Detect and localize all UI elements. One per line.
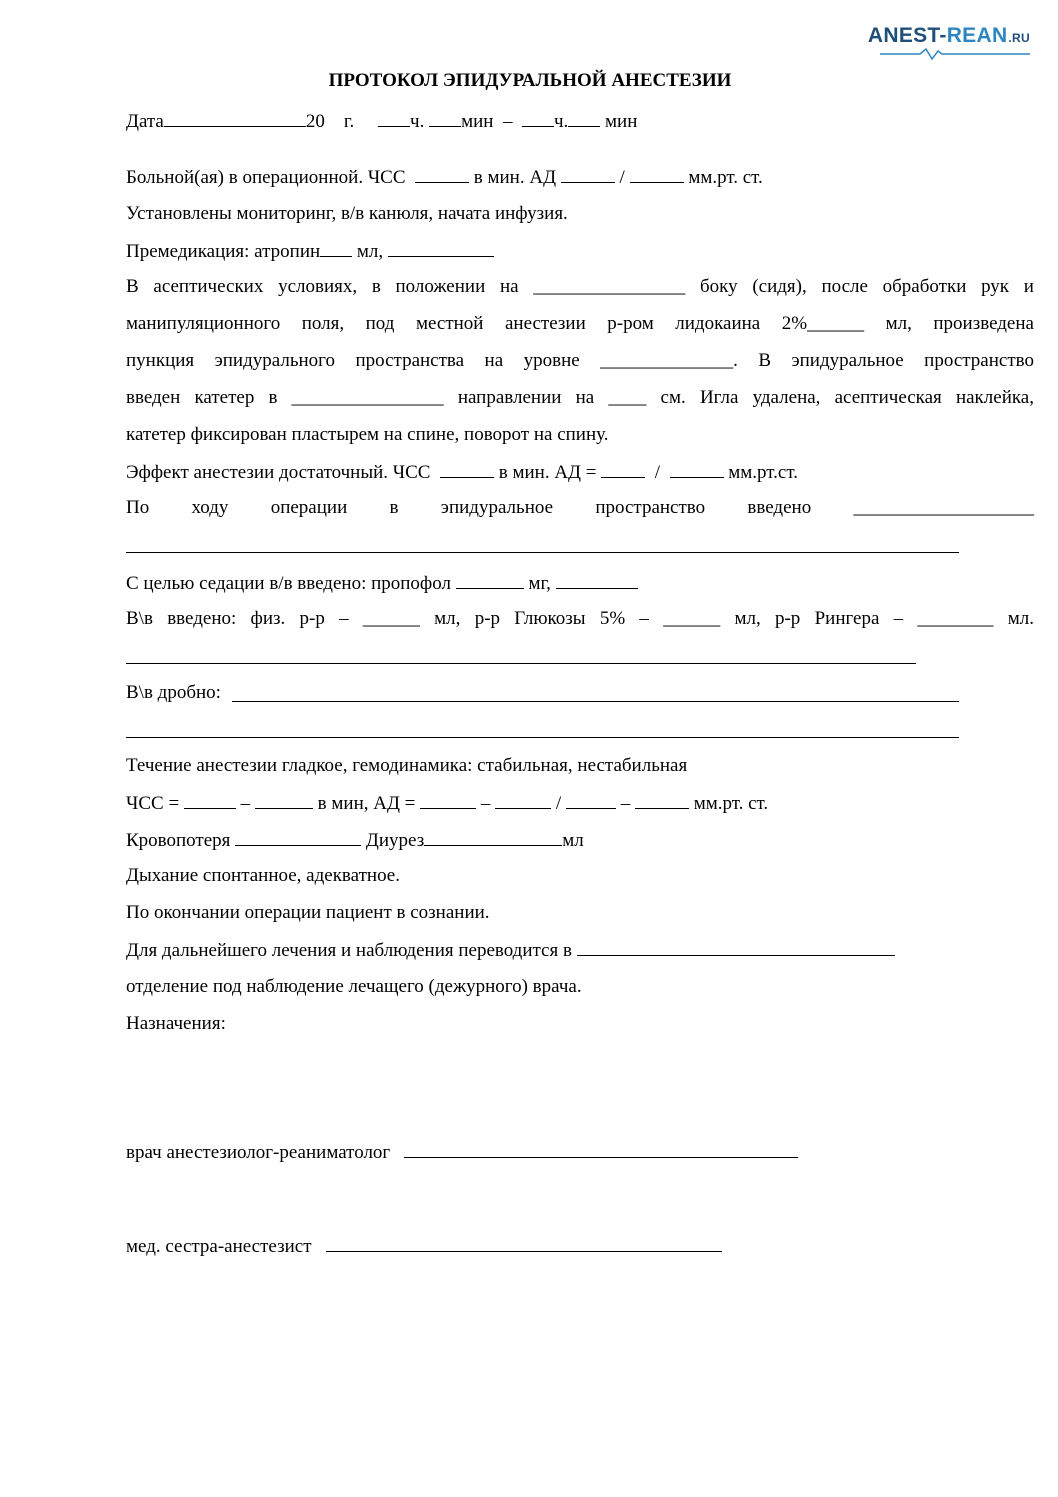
monitoring-line: Установлены мониторинг, в/в канюля, начата инфузия.: [126, 203, 568, 224]
para-line-2: [126, 313, 1034, 335]
word: р-ром: [607, 313, 654, 334]
logo-text-3: .RU: [1008, 31, 1030, 45]
patient-line: [126, 166, 763, 189]
word: в: [371, 276, 381, 297]
premed-extra-field[interactable]: [388, 240, 494, 257]
premed-line: [126, 240, 494, 263]
sedation-unit: мг,: [528, 573, 551, 594]
word: асептическая: [834, 387, 942, 408]
iv-extra-field[interactable]: [126, 663, 916, 664]
atropine-field[interactable]: [320, 240, 352, 257]
doctor-signature-line: [126, 1141, 798, 1164]
word: –: [339, 608, 349, 629]
diuresis-label: Диурез: [365, 830, 425, 851]
word: эпидурального: [214, 350, 336, 371]
word: пространство: [924, 350, 1034, 371]
word: произведена: [933, 313, 1034, 334]
nurse-signature-label: мед. сестра-анестезист: [126, 1236, 312, 1257]
end-min-label: мин: [605, 111, 638, 132]
patient-bp-unit: мм.рт. ст.: [688, 167, 763, 188]
premed-unit: мл,: [356, 241, 384, 262]
word: В: [126, 276, 139, 297]
propofol-field[interactable]: [456, 572, 524, 589]
orders-line: Назначения:: [126, 1013, 226, 1034]
word: эпидуральное: [440, 497, 554, 518]
year-suffix: г.: [343, 111, 355, 132]
word[interactable]: ______________.: [600, 350, 738, 371]
end-min-field[interactable]: [568, 110, 600, 127]
logo-wave-icon: [880, 48, 1030, 60]
fractional-field-2[interactable]: [126, 737, 959, 738]
word: в: [389, 497, 399, 518]
patient-hr-field[interactable]: [415, 166, 469, 183]
document-title: ПРОТОКОЛ ЭПИДУРАЛЬНОЙ АНЕСТЕЗИИ: [328, 70, 732, 91]
word: лидокаина: [675, 313, 761, 334]
hr-dash: –: [240, 793, 251, 814]
word: р-р: [774, 608, 801, 629]
transfer-label: Для дальнейшего лечения и наблюдения переводится в: [126, 940, 572, 961]
word: мл,: [885, 313, 912, 334]
word: ходу: [191, 497, 229, 518]
para-line-3: [126, 350, 1034, 372]
word: см.: [660, 387, 686, 408]
word: уровне: [523, 350, 580, 371]
word: направлении: [457, 387, 562, 408]
bp-slash: /: [619, 167, 625, 188]
word: асептических: [153, 276, 264, 297]
end-hour-label: ч.: [553, 111, 569, 132]
diuresis-field[interactable]: [424, 829, 562, 846]
start-hour-field[interactable]: [378, 110, 410, 127]
hr-max-field[interactable]: [255, 792, 313, 809]
word: введено:: [167, 608, 237, 629]
hr-min-field[interactable]: [184, 792, 236, 809]
hr-label: ЧСС =: [126, 793, 180, 814]
word: пункция: [126, 350, 195, 371]
doctor-signature-label: врач анестезиолог-реаниматолог: [126, 1142, 391, 1163]
word: Игла: [699, 387, 739, 408]
fractional-label: В\в дробно:: [126, 682, 221, 703]
word: мл,: [734, 608, 761, 629]
word[interactable]: ____: [608, 387, 647, 408]
effect-line: [126, 461, 798, 484]
word: обработки: [882, 276, 967, 297]
logo-text-1: ANEST-: [867, 24, 947, 47]
course-field[interactable]: [126, 552, 959, 553]
breathing-line: Дыхание спонтанное, адекватное.: [126, 865, 400, 886]
effect-hr-field[interactable]: [440, 461, 494, 478]
date-label: Дата: [126, 111, 164, 132]
word: наклейка,: [955, 387, 1034, 408]
word: поля,: [301, 313, 345, 334]
word: мл,: [434, 608, 461, 629]
bp-dia-max-field[interactable]: [635, 792, 689, 809]
word[interactable]: ______: [362, 608, 420, 629]
word: на: [575, 387, 595, 408]
word[interactable]: ________________: [533, 276, 686, 297]
bp-label: в мин, АД =: [317, 793, 416, 814]
word: введено: [747, 497, 812, 518]
bloodloss-label: Кровопотеря: [126, 830, 231, 851]
date-line: [126, 110, 637, 133]
word: 2%______: [781, 313, 865, 334]
word: положении: [395, 276, 486, 297]
site-logo: [868, 24, 1030, 48]
word: введен: [126, 387, 181, 408]
patient-bp-sys-field[interactable]: [561, 166, 615, 183]
word: В: [758, 350, 772, 371]
word: на: [499, 276, 519, 297]
time-dash: –: [502, 111, 513, 132]
para-line-1: [126, 276, 1034, 298]
word: пространства: [355, 350, 465, 371]
word: По: [126, 497, 150, 518]
patient-bp-dia-field[interactable]: [630, 166, 684, 183]
bp-range-slash: /: [555, 793, 562, 814]
word: катетер: [194, 387, 255, 408]
course-line: [126, 497, 1034, 519]
effect-bp-label: в мин. АД =: [498, 462, 597, 483]
word: местной: [415, 313, 484, 334]
word: условиях,: [278, 276, 358, 297]
word: под: [365, 313, 395, 334]
bp-range-unit: мм.рт. ст.: [693, 793, 769, 814]
word: В\в: [126, 608, 153, 629]
hemodynamics-line: [126, 792, 768, 815]
bp-sys-max-field[interactable]: [495, 792, 551, 809]
dept-line: отделение под наблюдение лечащего (дежурного) врача.: [126, 976, 582, 997]
premed-label: Премедикация: атропин: [126, 241, 321, 262]
transfer-dept-field[interactable]: [577, 939, 895, 956]
word: Рингера: [814, 608, 880, 629]
sedation-extra-field[interactable]: [556, 572, 638, 589]
start-min-label: мин: [461, 111, 494, 132]
end-hour-field[interactable]: [522, 110, 554, 127]
sedation-line: [126, 572, 638, 595]
diuresis-unit: мл: [562, 830, 584, 851]
para-line-5: катетер фиксирован пластырем на спине, поворот на спину.: [126, 424, 609, 445]
patient-hr-label: Больной(ая) в операционной. ЧСС: [126, 167, 406, 188]
sedation-label: С целью седации в/в введено: пропофол: [126, 573, 451, 594]
word: рук: [981, 276, 1010, 297]
word: –: [893, 608, 904, 629]
conscious-line: По окончании операции пациент в сознании.: [126, 902, 490, 923]
bloodloss-line: [126, 829, 584, 852]
word: операции: [270, 497, 348, 518]
patient-bp-label: в мин. АД: [473, 167, 557, 188]
effect-bp-sys-field[interactable]: [601, 461, 645, 478]
nurse-signature-field[interactable]: [326, 1235, 722, 1252]
word: на: [484, 350, 504, 371]
year-prefix: 20: [305, 111, 325, 132]
word: манипуляционного: [126, 313, 281, 334]
effect-bp-slash: /: [654, 462, 660, 483]
word: в: [268, 387, 278, 408]
date-field[interactable]: [164, 110, 306, 127]
word: –: [639, 608, 649, 629]
word[interactable]: ________________: [291, 387, 444, 408]
word: (сидя),: [752, 276, 807, 297]
word: после: [821, 276, 868, 297]
word[interactable]: ___________________: [853, 497, 1034, 518]
word: эпидуральное: [791, 350, 904, 371]
bp-dia-dash: –: [620, 793, 631, 814]
bloodloss-field[interactable]: [235, 829, 361, 846]
word: р-р: [474, 608, 501, 629]
word: боку: [699, 276, 738, 297]
bp-dia-min-field[interactable]: [566, 792, 616, 809]
fractional-line: [126, 682, 221, 704]
word: физ.: [250, 608, 286, 629]
word: и: [1023, 276, 1034, 297]
para-line-4: [126, 387, 1034, 409]
effect-bp-dia-field[interactable]: [670, 461, 724, 478]
word: р-р: [299, 608, 325, 629]
word: 5%: [599, 608, 626, 629]
start-hour-label: ч.: [410, 111, 425, 132]
effect-hr-label: Эффект анестезии достаточный. ЧСС: [126, 462, 431, 483]
smooth-line: Течение анестезии гладкое, гемодинамика: стабильная, нестабильная: [126, 755, 688, 776]
bp-sys-dash: –: [480, 793, 491, 814]
bp-sys-min-field[interactable]: [420, 792, 476, 809]
word: удалена,: [752, 387, 821, 408]
word: пространство: [595, 497, 706, 518]
word[interactable]: ______: [663, 608, 721, 629]
word: Глюкозы: [514, 608, 586, 629]
effect-bp-unit: мм.рт.ст.: [728, 462, 798, 483]
logo-text-2: REAN: [946, 24, 1008, 47]
fractional-field[interactable]: [232, 701, 959, 702]
nurse-signature-line: [126, 1235, 722, 1258]
transfer-line: [126, 939, 895, 962]
start-min-field[interactable]: [429, 110, 461, 127]
word: анестезии: [504, 313, 586, 334]
word: мл.: [1007, 608, 1034, 629]
iv-line: [126, 608, 1034, 630]
doctor-signature-field[interactable]: [404, 1141, 798, 1158]
word[interactable]: ________: [917, 608, 994, 629]
